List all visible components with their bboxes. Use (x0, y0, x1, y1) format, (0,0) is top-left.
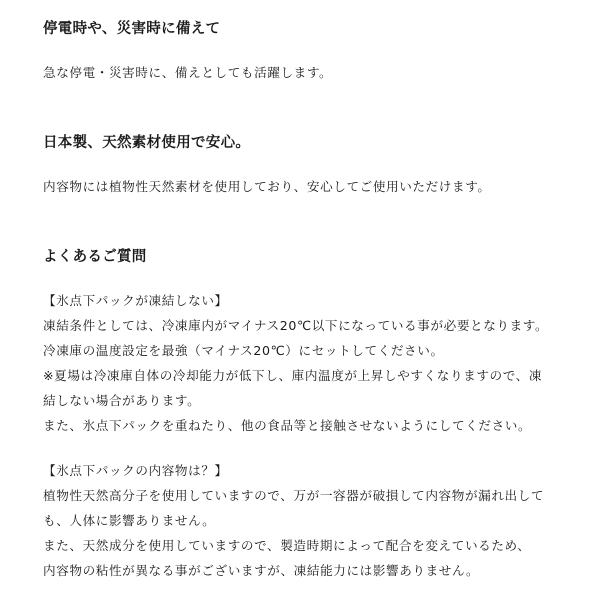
faq-answer-line: も、人体に影響ありません。 (43, 513, 216, 528)
section-text-made-in-japan: 内容物には植物性天然素材を使用しており、安心してご使用いただけます。 (43, 179, 491, 194)
section-heading-made-in-japan: 日本製、天然素材使用で安心。 (43, 135, 251, 151)
section-text-power-outage: 急な停電・災害時に、備えとしても活躍します。 (43, 65, 333, 80)
faq-answer-line: また、氷点下パックを重ねたり、他の食品等と接触させないようにしてください。 (43, 418, 532, 433)
faq-answer-line: 冷凍庫の温度設定を最強（マイナス20℃）にセットしてください。 (43, 343, 444, 358)
faq-answer-line: また、天然成分を使用していますので、製造時期によって配合を変えているため、 (43, 538, 531, 553)
faq-item-not-freezing (43, 288, 548, 438)
faq-answer-line: 植物性天然高分子を使用していますので、万が一容器が破損して内容物が漏れ出して (43, 488, 545, 503)
faq-item-contents (43, 458, 544, 583)
section-heading-power-outage: 停電時や、災害時に備えて (43, 21, 221, 37)
faq-question-title: 【氷点下パックが凍結しない】 (43, 293, 228, 308)
faq-answer-line: ※夏場は冷凍庫自体の冷却能力が低下し、庫内温度が上昇しやすくなりますので、凍 (43, 368, 543, 383)
faq-answer-line: 凍結条件としては、冷凍庫内がマイナス20℃以下になっている事が必要となります。 (43, 318, 549, 333)
faq-heading: よくあるご質問 (43, 249, 147, 265)
faq-question-title: 【氷点下パックの内容物は？】 (43, 463, 228, 478)
faq-answer-line: 内容物の粘性が異なる事がございますが、凍結能力には影響ありません。 (43, 563, 480, 578)
faq-answer-line: 結しない場合があります。 (43, 393, 201, 408)
